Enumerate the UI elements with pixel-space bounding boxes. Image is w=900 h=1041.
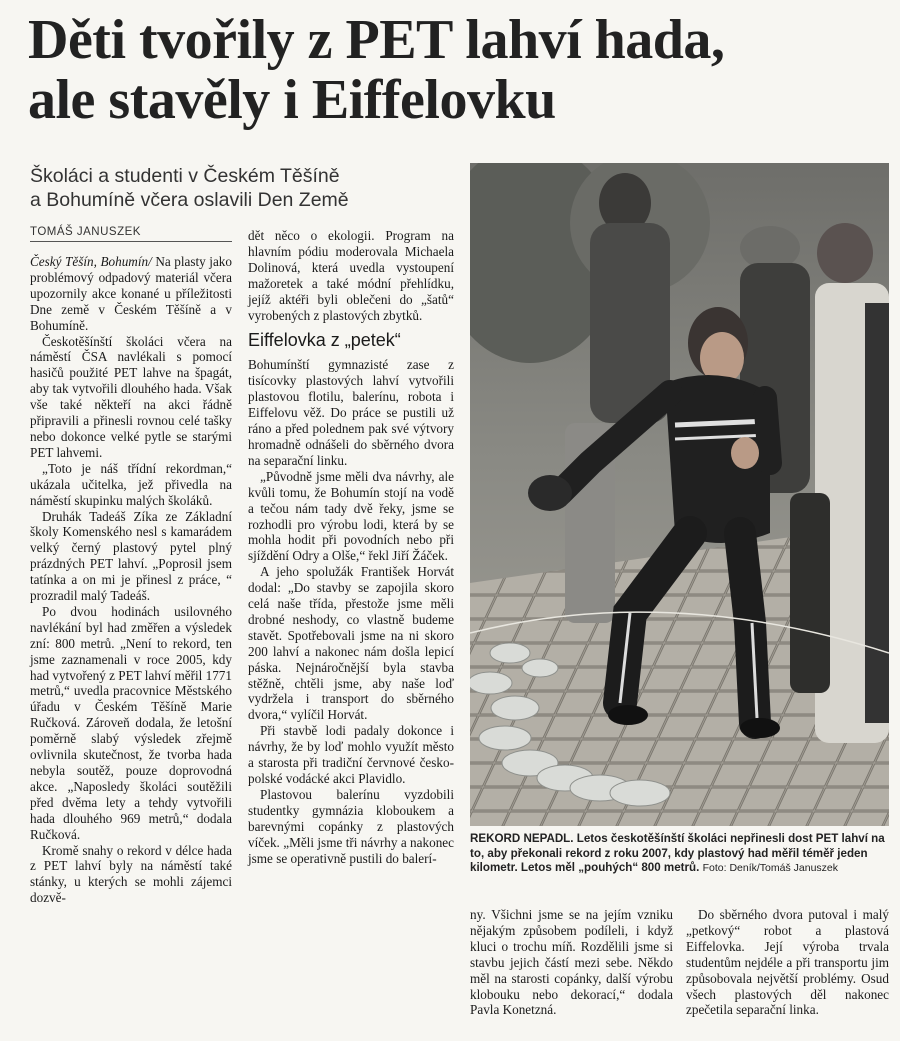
- paragraph: „Toto je náš třídní rekordman,“ ukázala učitelka, jež přivedla na náměstí skupinku malých školáků.: [30, 460, 232, 508]
- caption-lead: REKORD NEPADL.: [470, 832, 574, 845]
- article-column-2: [248, 228, 454, 866]
- photo-caption: [470, 832, 889, 876]
- paragraph: Po dvou hodinách usilovného navlékání byl had změřen a výsledek zní: 800 metrů. „Není to rekord, ten jsme zaznamenali v roce 2005, kdy had vytvořený z PET lahví měřil 1771 metrů,“ uvedla pracovnice Městského úřadu v Českém Těšíně Marie Ručková. Zároveň dodala, že letošní poměrně slabý výsledek zřejmě ovlivnila skutečnost, že tvorba hada nebyla soutěž, pouze doprovodná akce. „Naposledy školáci soutěžili před dvěma lety a tehdy vytvořili hada dlouhého 969 metrů,“ dodala Ručková.: [30, 603, 232, 842]
- article-photo: [470, 163, 889, 826]
- article-column-1: [30, 254, 232, 906]
- headline-line-2: ale stavěly i Eiffelovku: [28, 69, 556, 131]
- paragraph: Druhák Tadeáš Zíka ze Základní školy Komenského nesl s kamarádem velký černý plastový pytel plný prázdných PET lahví. „Poprosil jsem tatínka a on mi je přinesl z práce, “ prozradil malý Tadeáš.: [30, 508, 232, 604]
- paragraph: Při stavbě lodi padaly dokonce i návrhy, že by loď mohlo využít město a starosta při tradiční červnové česko-polské vodácké akci Plavidlo.: [248, 723, 454, 786]
- headline: [28, 10, 888, 130]
- paragraph: Do sběrného dvora putoval i malý „petkový“ robot a plastová Eiffelovka. Její výroba trvala studentům nejdéle a při transportu jim způsobovala největší problémy. Osud všech plastových děl nakonec zpečetila separační linka.: [686, 907, 889, 1018]
- paragraph: dět něco o ekologii. Program na hlavním pódiu moderovala Michaela Dolinová, která uvedla vystoupení mažoretek a také módní přehlídku, jejíž aktéři byli oblečeni do „šatů“ vyrobených z plastových zbytků.: [248, 228, 454, 323]
- article-column-4: [686, 907, 889, 1018]
- section-heading: Eiffelovka z „petek“: [248, 330, 401, 351]
- caption-text: Letos českotěšínští školáci nepřinesli dost PET lahví na to, aby překonali rekord z roku 2007, kdy plastový had měřil téměř jeden kilometr. Letos měl „pouhých“ 800 metrů.: [470, 832, 885, 874]
- subtitle-line-1: Školáci a studenti v Českém Těšíně: [30, 165, 340, 187]
- photo-illustration: [470, 163, 889, 826]
- article-column-3: [470, 907, 673, 1018]
- paragraph: Českotěšínští školáci včera na náměstí ČSA navlékali s pomocí hasičů použité PET lahve na špagát, aby tak vytvořili dlouhého hada. Však vše také někteří na akci řádně připravili a přinesli rovnou celé tašky nebo dokonce velké pytle se starými PET lahvemi.: [30, 333, 232, 460]
- paragraph: Kromě snahy o rekord v délce hada z PET lahví byly na náměstí také stánky, u kterých se mohli zájemci dozvě-: [30, 842, 232, 906]
- byline: TOMÁŠ JANUSZEK: [30, 226, 232, 242]
- subtitle-line-2: a Bohumíně včera oslavili Den Země: [30, 189, 349, 211]
- paragraph: Bohumínští gymnazisté zase z tisícovky plastových lahví vytvořili plastovou flotilu, balerínu, robota i Eiffelovu věž. Do práce se pustili už ráno a před polednem pak své výtvory hromadně odnášeli do sběrného dvora na separační linku.: [248, 357, 454, 468]
- paragraph: „Původně jsme měli dva návrhy, ale kvůli tomu, že Bohumín stojí na vodě a tečou nám tady dvě řeky, jsme se rozhodli pro výrobu lodi, která by se mohla hodit při povodních nebo při sjíždění Odry a Olše,“ řekl Jiří Žáček.: [248, 468, 454, 564]
- paragraph: ny. Všichni jsme se na jejím vzniku nějakým způsobem podíleli, i když kluci o trochu míň. Rozdělili jsme si stavbu jejich částí mezi sebe. Někdo měl na starosti copánky, další výrobu klobouku nebo dekorací,“ dodala Pavla Konetzná.: [470, 907, 673, 1018]
- paragraph: A jeho spolužák František Horvát dodal: „Do stavby se zapojila skoro celá naše třída, přestože jsme měli drobné neshody, co vlastně budeme stavět. Spotřebovali jsme na ni skoro 200 lahví a nakonec nám došla lepicí páska. Nejnáročnější byla stavba stěžně, chtěli jsme, aby naše loď vydržela i transport do sběrného dvora,“ vylíčil Horvát.: [248, 564, 454, 723]
- paragraph: Plastovou balerínu vyzdobili studentky gymnázia kloboukem a barevnými copánky z plastových víček. „Měli jsme tři návrhy a nakonec jsme se operativně pustili do balerí-: [248, 786, 454, 866]
- dateline: Český Těšín, Bohumín/: [30, 254, 152, 269]
- headline-line-1: Děti tvořily z PET lahví hada,: [28, 9, 725, 71]
- subtitle: [30, 164, 440, 212]
- photo-credit: Foto: Deník/Tomáš Januszek: [702, 862, 839, 874]
- paragraph: Český Těšín, Bohumín/ Na plasty jako problémový odpadový materiál včera upozornily akce konané u příležitosti Dne země v Českém Těšíně a v Bohumíně.: [30, 254, 232, 333]
